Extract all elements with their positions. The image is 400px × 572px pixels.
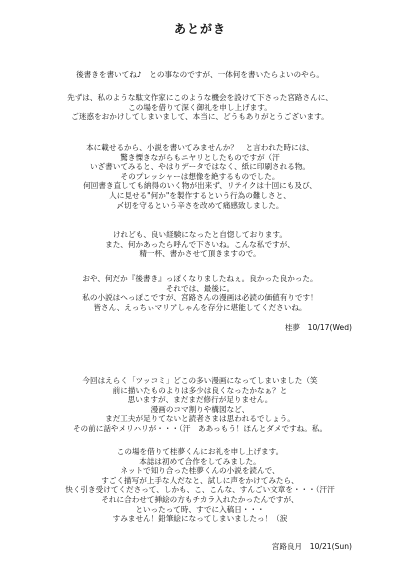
text-line: この場を借りて深く御礼を申し上げます。 [128, 102, 272, 112]
text-line: 先ずは、私のような駄文作家にこのような機会を設けて下さった宮路さんに、 [67, 93, 333, 102]
text-line: 何回書き直しても納得のいく物が出来ず、リテイクは十回にも及び、 [83, 181, 317, 191]
text-line: 思いますが、まだまだ修行が足りません。 [127, 395, 273, 405]
text-line: 人に見せる"何か"を製作するという行為の難しさと、 [109, 190, 291, 200]
text-line: いざ書いてみると、やはりデータではなく、紙に印刷される物。 [89, 162, 311, 172]
text-line: といったって時、すでに入稿日・・・ [135, 504, 265, 514]
page-title: あとがき [173, 22, 226, 36]
section2-para-2 [34, 447, 366, 524]
section1-para-5 [34, 274, 366, 312]
text-line: その前に話やメリハリが・・・（汗 ああっもう！ほんとダメですね。私。 [72, 423, 328, 433]
text-line: 快く引き受けてくださって、しかも、こ、こんな、すんごい文章を・・・（汗汗 [65, 485, 335, 495]
text-line: おや、何だか『後書き』っぽくなりましたねぇ。良かった良かった。 [82, 274, 318, 283]
text-line: 本誌は初めて合作をしてみました。 [139, 456, 261, 466]
text-line: 精一杯、書かさせて頂きますので。 [139, 249, 261, 259]
text-line: 前に描いたものよりは多少は良くなったかなぁ？と [112, 385, 288, 395]
text-line: 私の小説はへっぽこですが、宮路さんの漫画は必読の価値有りです！ [82, 293, 318, 303]
text-line: 皆さん、えっちぃマリアしゃんを存分に堪能してくださいね。 [93, 302, 307, 312]
text-line: また、何かあったら呼んで下さいね。こんな私ですが、 [105, 239, 295, 249]
text-line: それでは、最後に。 [165, 283, 235, 293]
text-line: 〆切を守るという辛さを改めて痛感致しました。 [116, 200, 284, 210]
section1-para-3 [34, 143, 366, 210]
section2-para-1 [34, 376, 366, 434]
text-line: 漫画のコマ割りや構図など、 [150, 404, 250, 414]
section1-para-4 [34, 230, 366, 259]
section1-para-1 [34, 70, 366, 80]
text-line: ネットで知り合った桂夢くんの小説を読んで、 [120, 466, 280, 476]
text-line: すごく描写が上手な人だなと、試しに声をかけてみたら、 [101, 475, 299, 485]
text-line: まだ工夫が足りてないと読者さまは思われるでしょう。 [105, 414, 295, 424]
text-line: そのプレッシャーは想像を絶するものでした。 [120, 171, 280, 181]
text-line: それに合わせて挿絵の方もチカラ入れたかったんですが、 [101, 494, 299, 504]
text-line: 驚き慄きながらもニヤリとしたものですが（汗 [120, 152, 280, 162]
section1-signature: 桂夢 10/17(Wed) [284, 323, 352, 332]
section1-para-2 [34, 93, 366, 122]
text-line: 本に載せるから、小説を書いてみませんか？ と言われた時には、 [86, 143, 314, 152]
text-line: この場を借りて桂夢くんにお礼を申し上げます。 [116, 447, 284, 456]
text-line: ご迷惑をおかけしてしまいまして、本当に、どうもありがとうございます。 [71, 112, 329, 122]
text-line: 後書きを書いてね♪ との事なのですが、一体何を書いたらよいのやら。 [76, 70, 324, 79]
text-line: 今回はえらく「ツッコミ」どこの多い漫画になってしまいました（笑 [82, 376, 318, 385]
text-line: すみません！鉛筆絵になってしまいましたっ！（涙 [112, 514, 288, 524]
text-line: けれども、良い経験になったと自惚しております。 [112, 230, 288, 239]
section2-signature: 宮路良月 10/21(Sun) [271, 542, 352, 551]
